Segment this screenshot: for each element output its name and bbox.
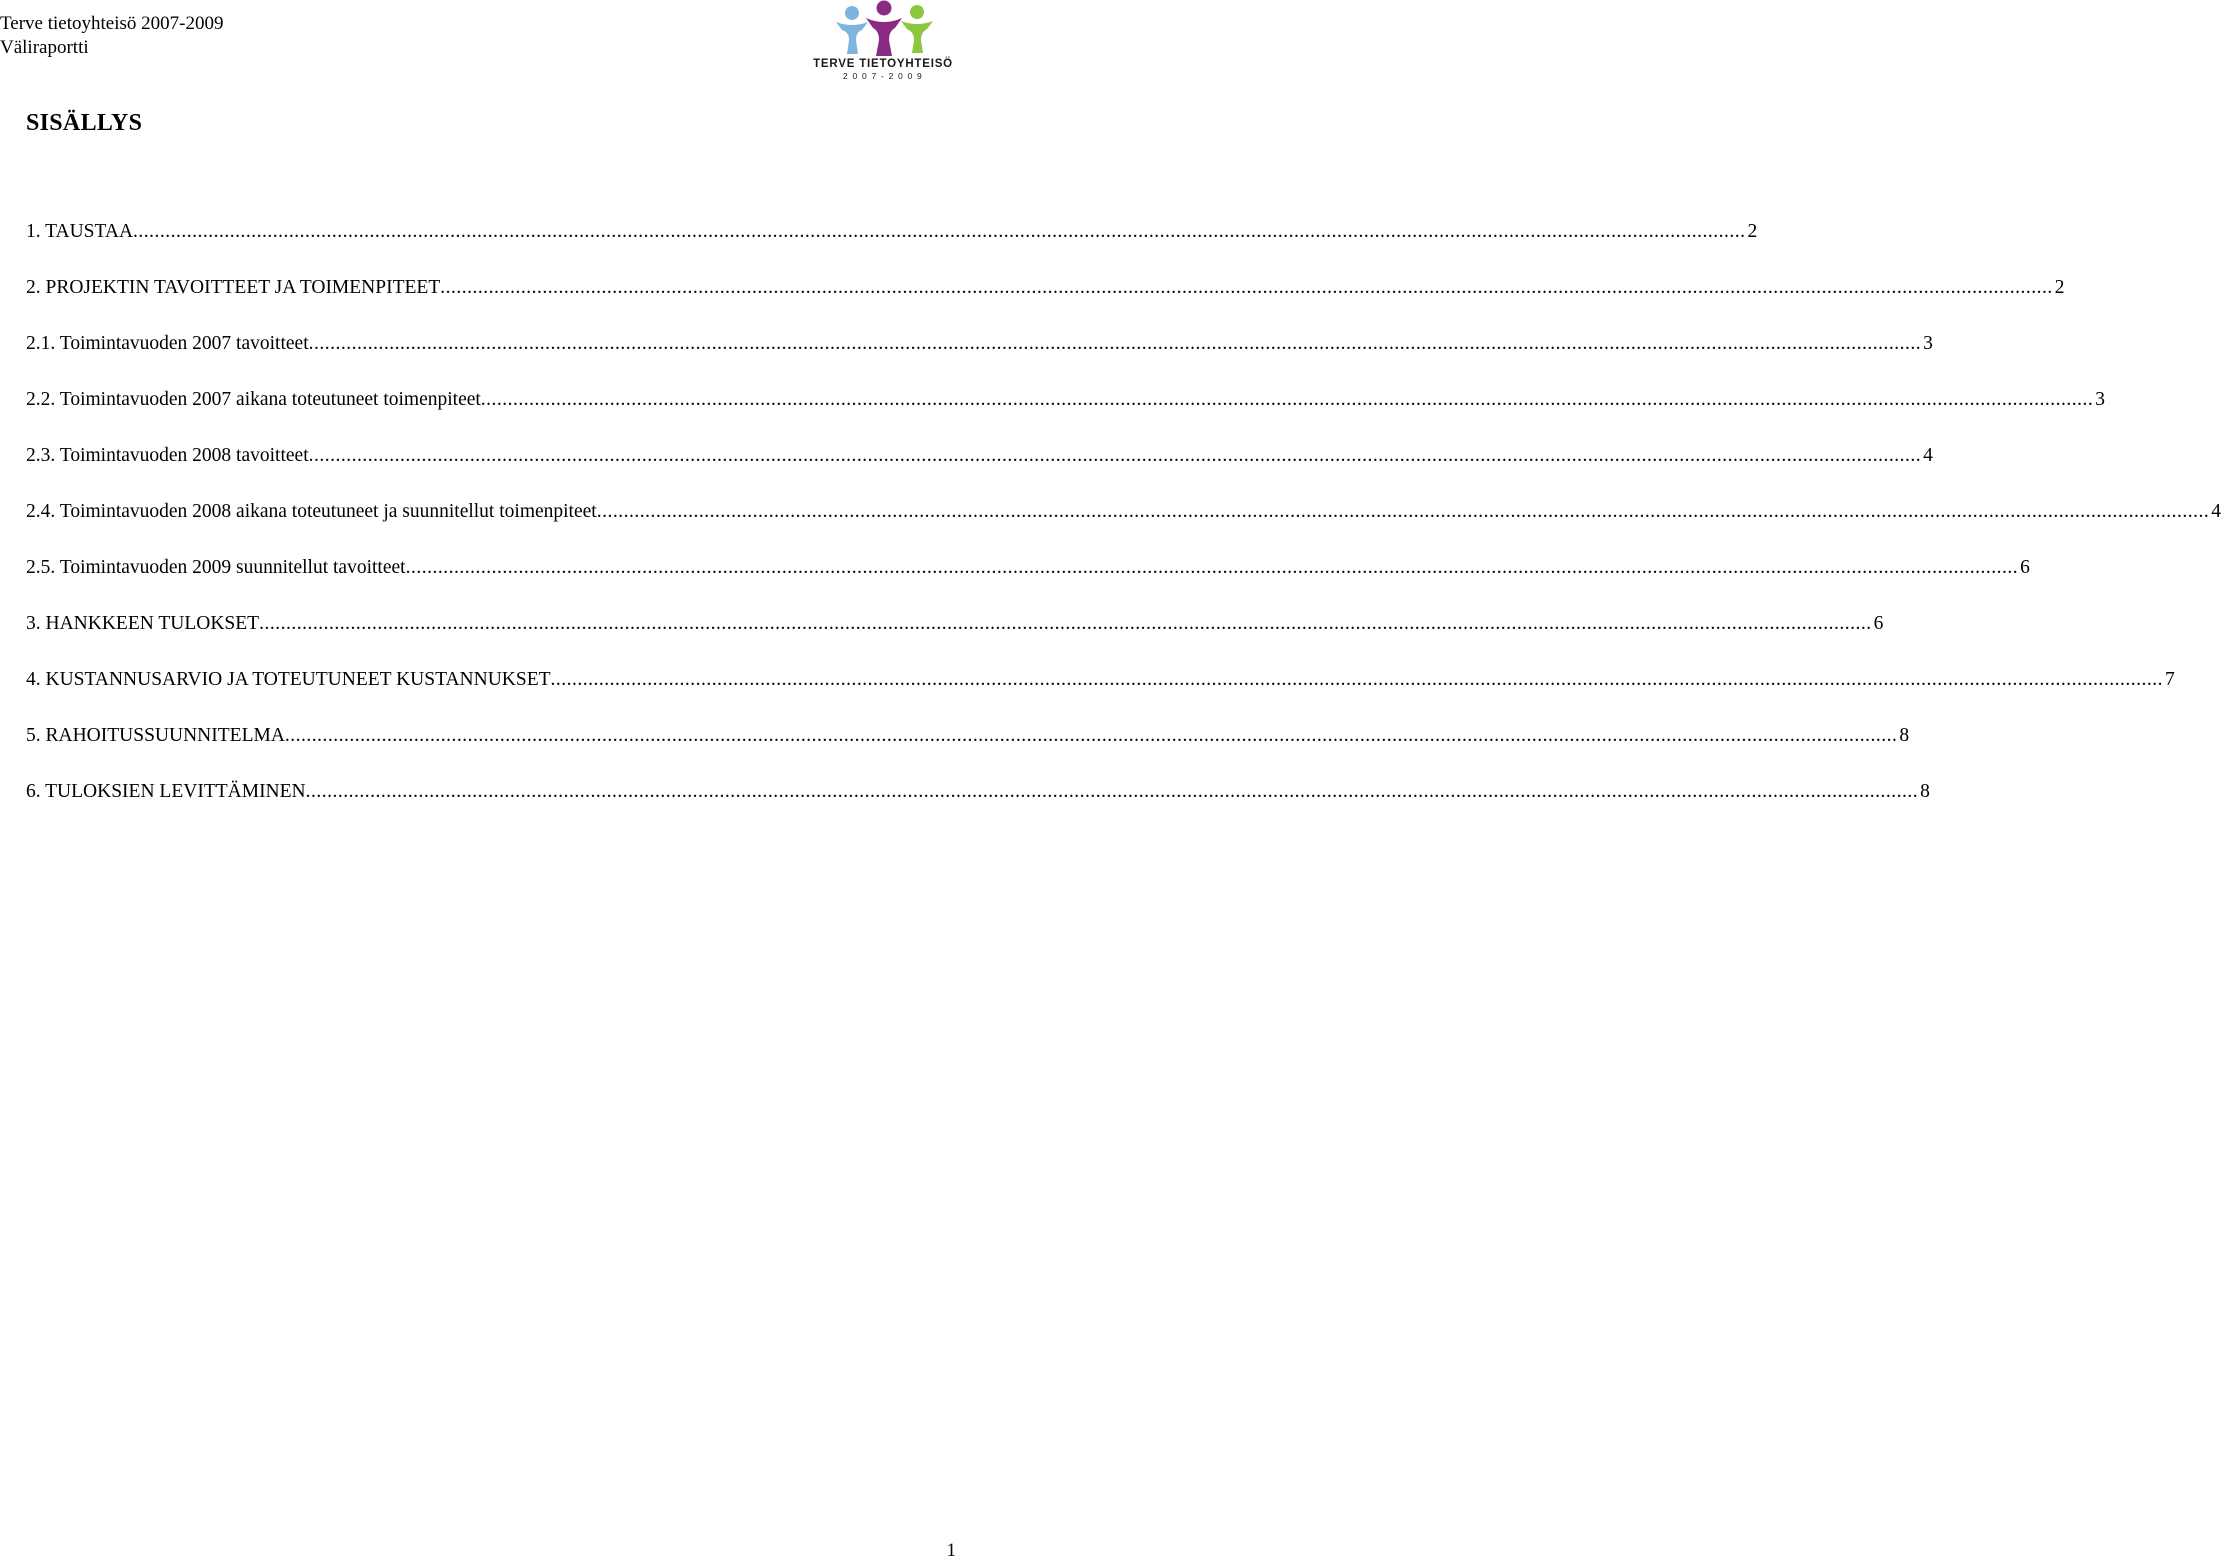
toc-entry-page: 4 [1923,445,1933,466]
logo-figure-right [901,5,933,53]
toc-entry-page: 2 [2054,277,2065,298]
toc-entry[interactable] [26,554,2030,610]
toc-entry-text: 1. TAUSTAA [26,221,134,242]
page-number: 1 [946,1540,956,1561]
logo-wordmark: TERVE TIETOYHTEISÖ [813,58,953,70]
header-title: Terve tietoyhteisö 2007-2009 [0,13,224,34]
logo-figure-left [836,6,868,54]
toc-entry-page: 3 [2095,389,2106,410]
toc-entry[interactable] [26,666,2175,722]
toc-entry-text: 2.3. Toimintavuoden 2008 tavoitteet [26,445,309,466]
toc-entry[interactable] [26,778,1930,834]
toc-dot-leader: ............................................................................................................................................................................................................................................................................................................ [305,781,1919,802]
toc-entry[interactable] [26,610,1884,666]
toc-entry[interactable] [26,498,2221,554]
toc-entry-page: 4 [2211,501,2221,522]
toc-entry[interactable] [26,274,2065,330]
toc-entry[interactable] [26,218,1758,274]
toc-entry[interactable] [26,386,2106,442]
logo-figure-middle [866,1,902,57]
toc-entry-text: 2.2. Toimintavuoden 2007 aikana toteutuneet toimenpiteet [26,389,481,410]
toc-dot-leader: ............................................................................................................................................................................................................................................................................................................ [405,557,2019,578]
toc-dot-leader: ............................................................................................................................................................................................................................................................................................................ [308,333,1922,354]
toc-entry-page: 3 [1923,333,1933,354]
toc-entry-text: 3. HANKKEEN TULOKSET [26,613,260,634]
toc-dot-leader: ............................................................................................................................................................................................................................................................................................................ [133,221,1746,242]
logo-years: 2 0 0 7 - 2 0 0 9 [843,71,923,81]
toc-entry-text: 2.5. Toimintavuoden 2009 suunnitellut tavoitteet [26,557,406,578]
toc-dot-leader: ............................................................................................................................................................................................................................................................................................................ [308,445,1922,466]
toc-entry-text: 4. KUSTANNUSARVIO JA TOTEUTUNEET KUSTANNUKSET [26,669,551,690]
header-subtitle: Väliraportti [0,37,89,58]
toc-entry[interactable] [26,442,1933,498]
toc-entry-text: 2.4. Toimintavuoden 2008 aikana toteutuneet ja suunnitellut toimenpiteet [26,501,597,522]
toc-dot-leader: ............................................................................................................................................................................................................................................................................................................ [550,669,2164,690]
toc-dot-leader: ............................................................................................................................................................................................................................................................................................................ [596,501,2210,522]
toc-entry[interactable] [26,330,1933,386]
logo-graphic [806,0,960,82]
toc-entry[interactable] [26,722,1910,778]
toc-entry-page: 2 [1747,221,1758,242]
terve-tietoyhteiso-logo [806,0,960,82]
toc-entry-page: 7 [2165,669,2175,690]
toc-dot-leader: ............................................................................................................................................................................................................................................................................................................ [440,277,2053,298]
toc-dot-leader: ............................................................................................................................................................................................................................................................................................................ [259,613,1872,634]
toc-entry-text: 5. RAHOITUSSUUNNITELMA [26,725,285,746]
toc-dot-leader: ............................................................................................................................................................................................................................................................................................................ [480,389,2094,410]
running-header [0,12,223,60]
toc-title: SISÄLLYS [26,110,143,136]
toc-entry-text: 2.1. Toimintavuoden 2007 tavoitteet [26,333,309,354]
toc-entry-page: 8 [1920,781,1930,802]
toc-entry-page: 8 [1899,725,1910,746]
toc-entry-text: 2. PROJEKTIN TAVOITTEET JA TOIMENPITEET [26,277,441,298]
toc-dot-leader: ............................................................................................................................................................................................................................................................................................................ [284,725,1898,746]
table-of-contents [26,218,2221,834]
toc-entry-text: 6. TULOKSIEN LEVITTÄMINEN [26,781,306,802]
toc-entry-page: 6 [2020,557,2030,578]
toc-entry-page: 6 [1873,613,1884,634]
